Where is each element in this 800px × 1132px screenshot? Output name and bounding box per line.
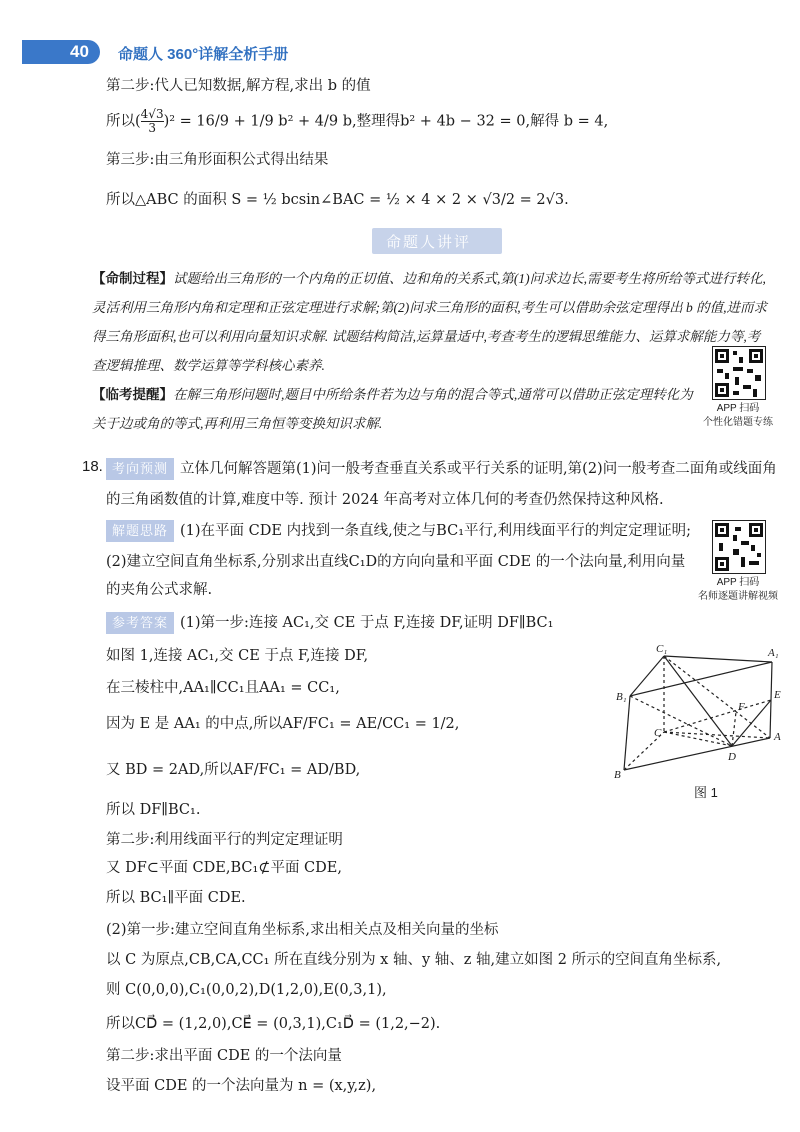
idea-line-1 <box>106 520 691 542</box>
eq1-prefix: 所以( <box>106 113 141 130</box>
solution-line-1: 如图 1,连接 AC₁,交 CE 于点 F,连接 DF, <box>106 648 369 664</box>
solution-line-11: 则 C(0,0,0),C₁(0,0,2),D(1,2,0),E(0,3,1), <box>106 982 387 998</box>
process-label: 【命制过程】 <box>92 271 173 286</box>
idea-tag: 解题思路 <box>106 520 174 542</box>
qr2-caption-1: APP 扫码 <box>716 577 760 588</box>
solution-line-9: (2)第一步:建立空间直角坐标系,求出相关点及相关向量的坐标 <box>106 922 499 938</box>
solution-line-8: 所以 BC₁∥平面 CDE. <box>106 890 246 906</box>
step3-label: 第三步:由三角形面积公式得出结果 <box>106 152 329 168</box>
tip-text: 在解三角形问题时,题目中所给条件若为边与角的混合等式,通常可以借助正弦定理转化为关于边或角的等式,再利用三角恒等变换知识求解. <box>92 387 693 431</box>
qr1-caption-2: 个性化错题专练 <box>703 417 773 428</box>
tip-paragraph <box>92 380 702 438</box>
qr-code-video[interactable] <box>712 520 766 574</box>
step2-label: 第二步:代人已知数据,解方程,求出 b 的值 <box>106 78 371 94</box>
edge-b-a <box>624 738 770 770</box>
forecast-line-1 <box>106 458 777 480</box>
process-paragraph <box>92 264 768 380</box>
question-number: 18. <box>82 458 103 475</box>
forecast-text-1: 立体几何解答题第(1)问一般考查垂直关系或平行关系的证明,第(2)问一般考查二面角或线面角 <box>180 461 777 477</box>
eq1-rest: )² = 16/9 + 1/9 b² + 4/9 b,整理得b² + 4b − 32 = 0,解得 b = 4, <box>163 113 609 130</box>
area-equation: 所以△ABC 的面积 S = ½ bcsin∠BAC = ½ × 4 × 2 × √3/2 = 2√3. <box>106 192 569 208</box>
solution-line-7: 又 DF⊂平面 CDE,BC₁⊄平面 CDE, <box>106 860 342 876</box>
answer-tag: 参考答案 <box>106 612 174 634</box>
idea-line-3: 的夹角公式求解. <box>106 582 213 598</box>
label-d: D <box>728 751 736 763</box>
qr1-caption-1: APP 扫码 <box>716 403 760 414</box>
edge-b1-b <box>624 696 630 770</box>
solution-line-2: 在三棱柱中,AA₁∥CC₁且AA₁ = CC₁, <box>106 680 340 696</box>
label-e: E <box>774 689 781 701</box>
edge-c-a <box>664 732 770 738</box>
process-text: 试题给出三角形的一个内角的正切值、边和角的关系式,第(1)问求边长,需要考生将所给等式进行转化,灵活利用三角形内角和定理和正弦定理进行求解;第(2)问求三角形的面积,考生可以借助余弦定理得出 b 的值,进而求得三角形面积,也可以利用向量知识求解. 试题结构简洁,运算量适中,考查考生的逻辑思维能力、运算求解能力等,考查逻辑推理、数学运算等学科核心素养. <box>92 271 767 373</box>
solution-line-6: 第二步:利用线面平行的判定定理证明 <box>106 832 343 848</box>
idea-text-1: (1)在平面 CDE 内找到一条直线,使之与BC₁平行,利用线面平行的判定定理证明; <box>180 523 692 539</box>
solution-line-4: 又 BD = 2AD,所以AF/FC₁ = AD/BD, <box>106 762 361 778</box>
label-b1: B₁ <box>616 691 627 703</box>
solution-line-14: 设平面 CDE 的一个法向量为 n = (x,y,z), <box>106 1078 377 1094</box>
prism-figure <box>610 640 790 800</box>
segment-b1-d <box>630 696 732 746</box>
solution-line-3: 因为 E 是 AA₁ 的中点,所以AF/FC₁ = AE/CC₁ = 1/2, <box>106 716 460 732</box>
solution-line-5: 所以 DF∥BC₁. <box>106 802 201 818</box>
idea-line-2: (2)建立空间直角坐标系,分别求出直线C₁D的方向向量和平面 CDE 的一个法向量,利用向量 <box>106 554 686 570</box>
label-c1: C₁ <box>656 643 668 655</box>
solution-line-12: 所以CD⃗ = (1,2,0),CE⃗ = (0,3,1),C₁D⃗ = (1,2,−2). <box>106 1016 441 1032</box>
edge-b1-c1 <box>630 656 664 696</box>
label-f: F <box>738 701 745 713</box>
equation-line-1: 所以( $\frac{4√3}{3}$ )² = 16/9 + 1/9 b² + 4/9 b,整理得b² + 4b − 32 = 0,解得 b = 4, <box>106 107 609 135</box>
solution-line-10: 以 C 为原点,CB,CA,CC₁ 所在直线分别为 x 轴、y 轴、z 轴,建立如图 2 所示的空间直角坐标系, <box>106 952 722 968</box>
solution-line-13: 第二步:求出平面 CDE 的一个法向量 <box>106 1048 342 1064</box>
label-c: C <box>654 727 662 739</box>
forecast-line-2: 的三角函数值的计算,难度中等. 预计 2024 年高考对立体几何的考查仍然保持这种风格. <box>106 492 664 508</box>
segment-c-d <box>664 732 732 746</box>
label-a1: A₁ <box>768 647 779 659</box>
forecast-tag: 考向预测 <box>106 458 174 480</box>
page-number: 40 <box>70 42 89 61</box>
label-b: B <box>614 769 621 781</box>
figure-caption: 图 1 <box>694 785 718 800</box>
page-header <box>0 38 800 68</box>
answer-line <box>106 612 553 634</box>
segment-d-f <box>732 712 736 746</box>
book-title: 命题人 360°详解全析手册 <box>118 46 289 63</box>
edge-c1-a1 <box>664 656 772 662</box>
answer-step1: (1)第一步:连接 AC₁,交 CE 于点 F,连接 DF,证明 DF∥BC₁ <box>180 615 554 631</box>
qr-code-error-practice[interactable] <box>712 346 766 400</box>
qr2-caption-2: 名师逐题讲解视频 <box>698 591 778 602</box>
commentary-banner-text: 命题人讲评 <box>386 234 472 251</box>
tip-label: 【临考提醒】 <box>92 387 173 402</box>
label-a: A <box>774 731 781 743</box>
edge-b1-a1 <box>630 662 772 696</box>
